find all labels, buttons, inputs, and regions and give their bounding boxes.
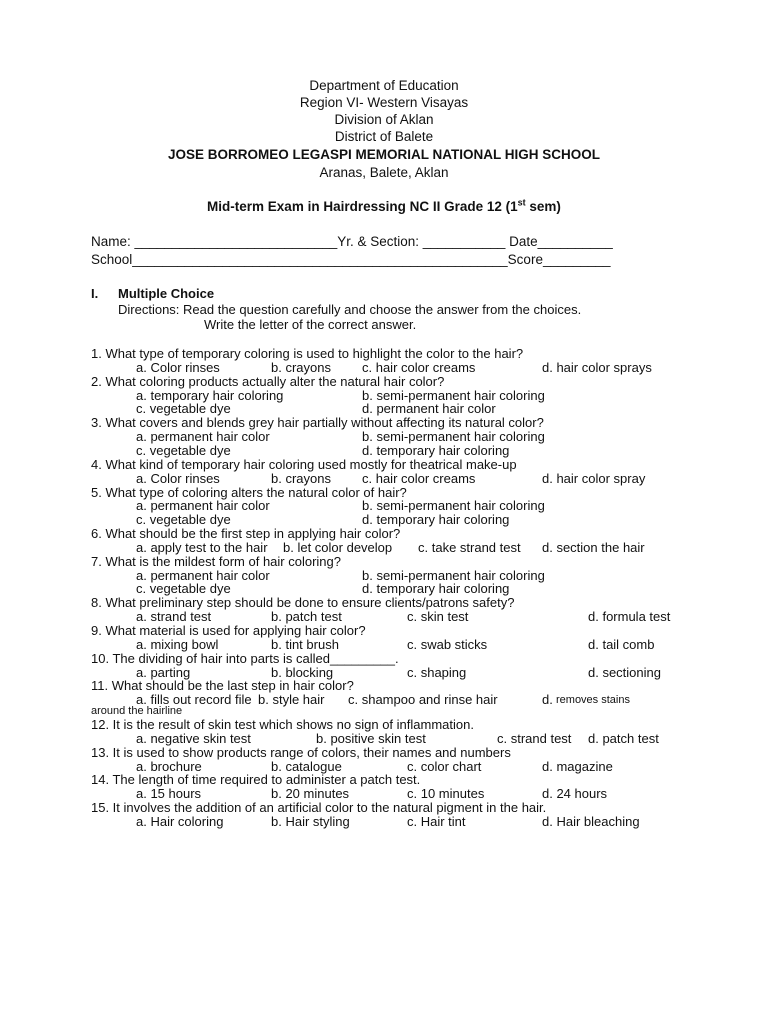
question-text: 9. What material is used for applying hair color? (91, 623, 366, 638)
question-text: 6. What should be the first step in applying hair color? (91, 526, 401, 541)
answer-option: a. parting (136, 665, 191, 680)
answer-option: b. positive skin test (316, 731, 426, 746)
answer-option: c. shaping (407, 665, 467, 680)
answer-option: a. Color rinses (136, 360, 220, 375)
answer-option: a. mixing bowl (136, 637, 219, 652)
answer-option: b. blocking (271, 665, 334, 680)
answer-option: d. hair color sprays (542, 360, 652, 375)
answer-option: d. permanent hair color (362, 401, 496, 416)
directions-line-2: Write the letter of the correct answer. (204, 317, 417, 332)
header-department: Department of Education (309, 78, 459, 93)
answer-option: b. semi-permanent hair coloring (362, 568, 545, 583)
answer-option: d. section the hair (542, 540, 645, 555)
answer-option: a. fills out record file (136, 692, 252, 707)
answer-option: b. patch test (271, 609, 342, 624)
answer-option: removes stains (556, 694, 630, 706)
question-text: 1. What type of temporary coloring is used to highlight the color to the hair? (91, 346, 524, 361)
answer-option: b. let color develop (283, 540, 393, 555)
question-text: 15. It involves the addition of an artificial color to the natural pigment in the hair. (91, 800, 547, 815)
answer-option: b. crayons (271, 471, 331, 486)
answer-option: a. apply test to the hair (136, 540, 268, 555)
answer-option: d. magazine (542, 759, 613, 774)
answer-option: c. color chart (407, 759, 482, 774)
answer-option: a. temporary hair coloring (136, 388, 284, 403)
exam-title-sup: st (517, 197, 526, 208)
answer-option: d. temporary hair coloring (362, 512, 510, 527)
answer-option: c. hair color creams (362, 471, 476, 486)
answer-option: b. style hair (258, 692, 325, 707)
question-text: 10. The dividing of hair into parts is called_________. (91, 651, 399, 666)
school-score-line: School__________________________________________________Score_________ (91, 252, 611, 267)
exam-title (0, 197, 768, 214)
answer-option: b. semi-permanent hair coloring (362, 388, 545, 403)
question-text: 3. What covers and blends grey hair partially without affecting its natural color? (91, 415, 544, 430)
header-address: Aranas, Balete, Aklan (319, 165, 449, 180)
answer-option: d. (542, 692, 553, 707)
question-text: 7. What is the mildest form of hair coloring? (91, 554, 341, 569)
question-text: 11. What should be the last step in hair color? (91, 678, 354, 693)
name-section-date-line: Name: ___________________________Yr. & Section: ___________ Date__________ (91, 234, 613, 249)
answer-option: d. 24 hours (542, 786, 608, 801)
directions-line-1: Directions: Read the question carefully and choose the answer from the choices. (118, 302, 582, 317)
answer-option: c. shampoo and rinse hair (348, 692, 498, 707)
answer-option: c. hair color creams (362, 360, 476, 375)
answer-option: a. permanent hair color (136, 498, 270, 513)
question-text: 8. What preliminary step should be done to ensure clients/patrons safety? (91, 595, 515, 610)
answer-option: a. permanent hair color (136, 568, 270, 583)
answer-option: c. swab sticks (407, 637, 488, 652)
header-school-name: JOSE BORROMEO LEGASPI MEMORIAL NATIONAL HIGH SCHOOL (167, 147, 601, 162)
answer-option: b. semi-permanent hair coloring (362, 498, 545, 513)
answer-option: d. patch test (588, 731, 659, 746)
header-division: Division of Aklan (334, 112, 434, 127)
answer-option: a. Color rinses (136, 471, 220, 486)
answer-option: a. permanent hair color (136, 429, 270, 444)
answer-option: b. tint brush (271, 637, 339, 652)
answer-option: a. 15 hours (136, 786, 202, 801)
answer-option: c. Hair tint (407, 814, 466, 829)
question-text: 2. What coloring products actually alter the natural hair color? (91, 374, 445, 389)
answer-option: c. take strand test (418, 540, 521, 555)
answer-option: a. strand test (136, 609, 212, 624)
answer-option: a. Hair coloring (136, 814, 224, 829)
answer-option: c. vegetable dye (136, 443, 231, 458)
question-text: 12. It is the result of skin test which shows no sign of inflammation. (91, 717, 474, 732)
answer-option: c. 10 minutes (407, 786, 485, 801)
question-text: 5. What type of coloring alters the natural color of hair? (91, 485, 407, 500)
answer-option: c. vegetable dye (136, 401, 231, 416)
answer-option: a. negative skin test (136, 731, 251, 746)
header-region: Region VI- Western Visayas (299, 95, 469, 110)
answer-option: c. skin test (407, 609, 469, 624)
answer-option: b. 20 minutes (271, 786, 350, 801)
section-number: I. (91, 286, 99, 301)
answer-option: d. hair color spray (542, 471, 646, 486)
answer-option: d. temporary hair coloring (362, 581, 510, 596)
answer-option: d. tail comb (588, 637, 655, 652)
question-text: 14. The length of time required to administer a patch test. (91, 772, 421, 787)
answer-option: b. crayons (271, 360, 331, 375)
header-district: District of Balete (334, 129, 434, 144)
question-text: 4. What kind of temporary hair coloring used mostly for theatrical make-up (91, 457, 517, 472)
answer-option: d. sectioning (588, 665, 661, 680)
answer-option: d. formula test (588, 609, 671, 624)
answer-option: d. Hair bleaching (542, 814, 640, 829)
answer-option: c. strand test (497, 731, 572, 746)
answer-option: b. Hair styling (271, 814, 350, 829)
exam-title-prefix: Mid-term Exam in Hairdressing NC II Grade 12 (1 (207, 199, 518, 214)
answer-option: b. semi-permanent hair coloring (362, 429, 545, 444)
question-text: 13. It is used to show products range of colors, their names and numbers (91, 745, 511, 760)
answer-option: a. brochure (136, 759, 202, 774)
answer-option: c. vegetable dye (136, 581, 231, 596)
answer-option-wrap: around the hairline (91, 705, 183, 717)
answer-option: b. catalogue (271, 759, 342, 774)
exam-title-suffix: sem) (525, 199, 561, 214)
answer-option: d. temporary hair coloring (362, 443, 510, 458)
answer-option: c. vegetable dye (136, 512, 231, 527)
section-title: Multiple Choice (118, 286, 215, 301)
